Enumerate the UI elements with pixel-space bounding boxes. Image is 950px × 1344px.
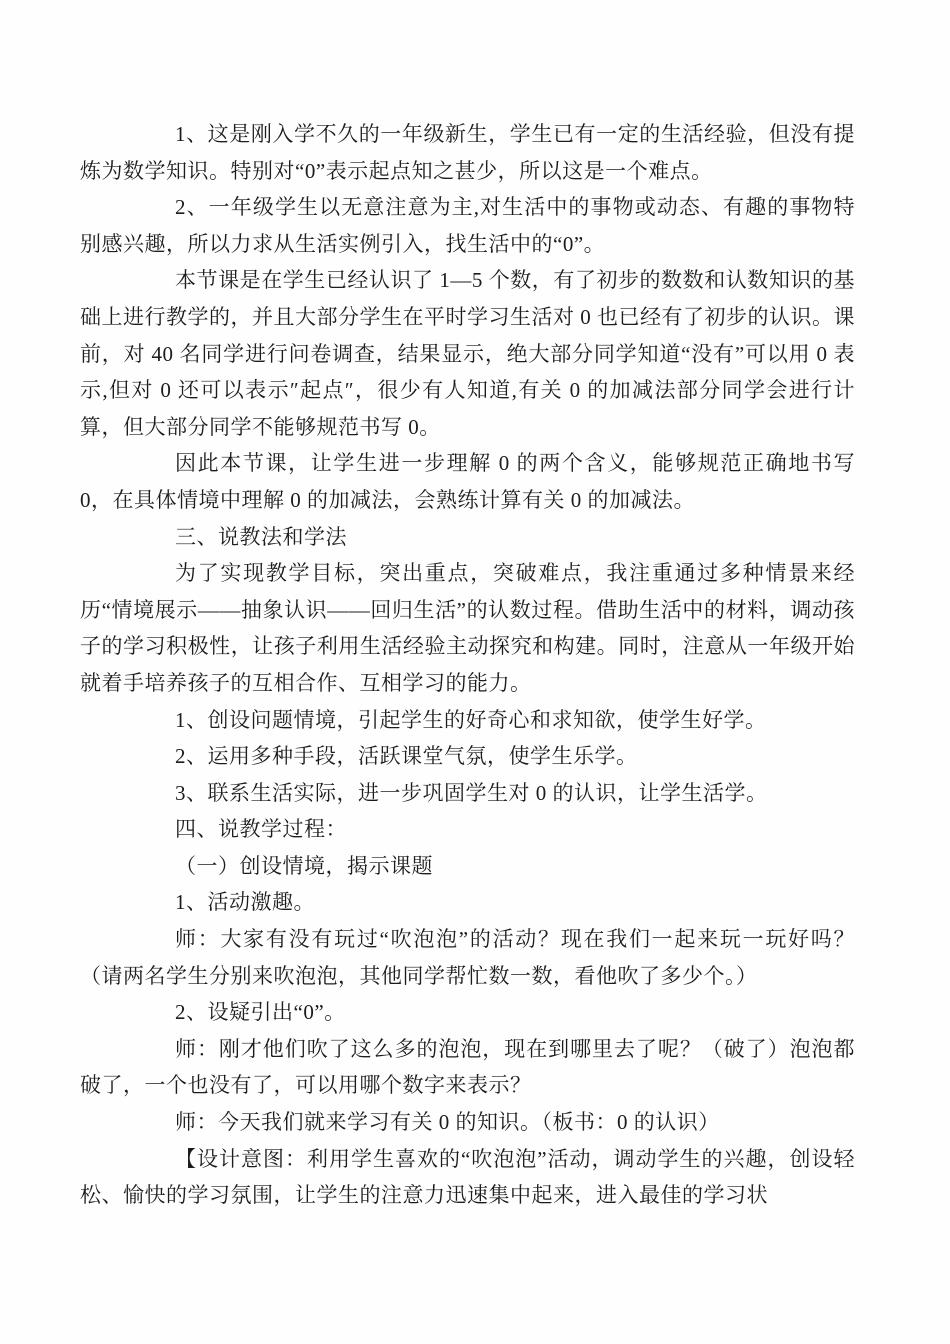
paragraph: 2、运用多种手段，活跃课堂气氛，使学生乐学。 bbox=[175, 744, 638, 769]
paragraph: 师：大家有没有玩过“吹泡泡”的活动？现在我们一起来玩一玩好吗？（请两名学生分别来吹泡泡，其他同学帮忙数一数，看他吹了多少个。） bbox=[80, 927, 855, 988]
paragraph: 【设计意图：利用学生喜欢的“吹泡泡”活动，调动学生的兴趣，创设轻松、愉快的学习氛围，让学生的注意力迅速集中起来，进入最佳的学习状 bbox=[80, 1146, 855, 1208]
paragraph: 为了实现教学目标，突出重点，突破难点，我注重通过多种情景来经历“情境展示——抽象认识——回归生活”的认数过程。借助生活中的材料，调动孩子的学习积极性，让孩子利用生活经验主动探究和构建。同时，注意从一年级开始就着手培养孩子的互相合作、互相学习的能力。 bbox=[80, 561, 855, 695]
paragraph: 本节课是在学生已经认识了 1—5 个数，有了初步的数数和认数知识的基础上进行教学的，并且大部分学生在平时学习生活对 0 也已经有了初步的认识。课前，对 40 名同学进行问卷调查，结果显示，绝大部分同学知道“没有”可以用 0 表示,但对 0 还可以表示″起点″，很少有人知道,有关 0 的加减法部分同学会进行计算，但大部分同学不能够规范书写 0。 bbox=[80, 268, 855, 439]
paragraph: 师：今天我们就来学习有关 0 的知识。（板书：0 的认识） bbox=[175, 1110, 720, 1135]
paragraph: 师：刚才他们吹了这么多的泡泡，现在到哪里去了呢？（破了）泡泡都破了，一个也没有了，可以用哪个数字来表示？ bbox=[80, 1036, 855, 1098]
paragraph: 1、活动激趣。 bbox=[175, 890, 315, 915]
paragraph: 2、设疑引出“0”。 bbox=[175, 1000, 346, 1025]
paragraph: 因此本节课，让学生进一步理解 0 的两个含义，能够规范正确地书写 0，在具体情境中理解 0 的加减法，会熟练计算有关 0 的加减法。 bbox=[80, 451, 855, 512]
paragraph: 2、一年级学生以无意注意为主,对生活中的事物或动态、有趣的事物特别感兴趣，所以力求从生活实例引入，找生活中的“0”。 bbox=[80, 195, 855, 256]
paragraph: 三、说教法和学法 bbox=[175, 524, 347, 549]
paragraph: （一）创设情境，揭示课题 bbox=[175, 853, 433, 878]
paragraph: 3、联系生活实际，进一步巩固学生对 0 的认识，让学生活学。 bbox=[175, 780, 768, 805]
paragraph: 四、说教学过程： bbox=[175, 817, 347, 842]
paragraph: 1、创设问题情境，引起学生的好奇心和求知欲，使学生好学。 bbox=[175, 707, 767, 732]
paragraph: 1、这是刚入学不久的一年级新生，学生已有一定的生活经验，但没有提炼为数学知识。特别对“0”表示起点知之甚少，所以这是一个难点。 bbox=[80, 122, 855, 183]
